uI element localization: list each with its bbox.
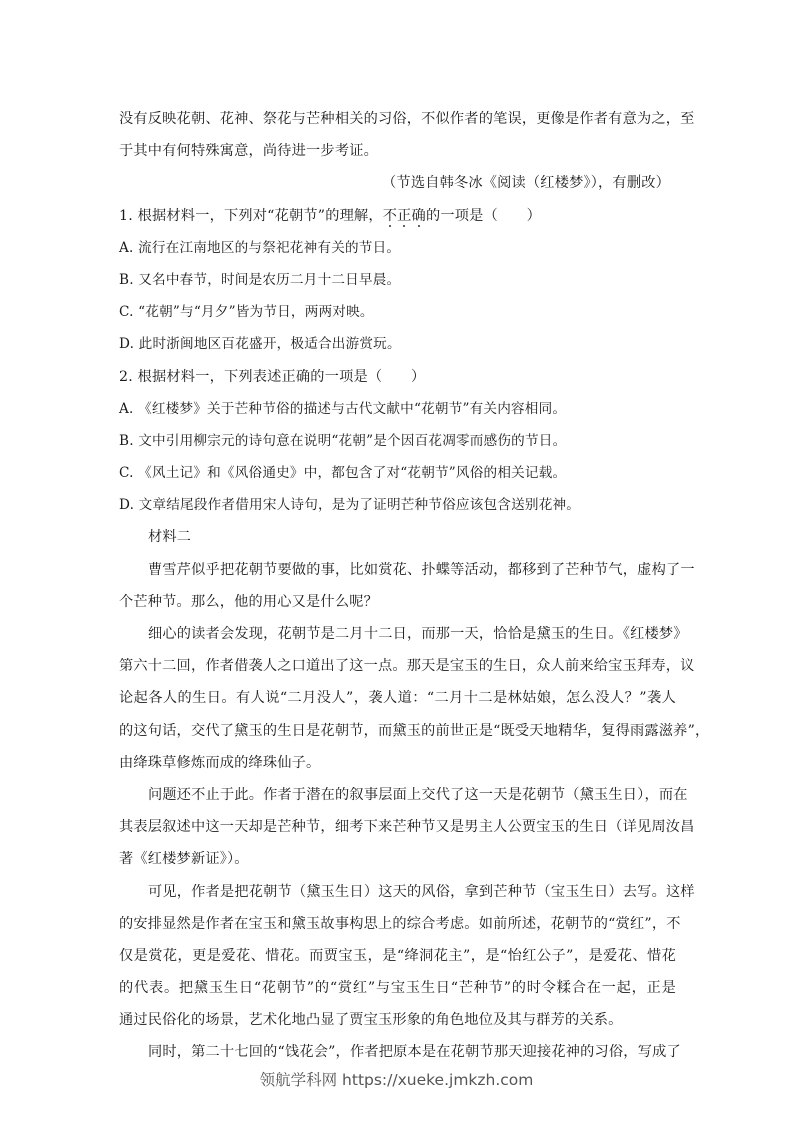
paragraph-line: 著《红楼梦新证》）。 [119, 851, 249, 868]
question-2-option-c [119, 457, 676, 489]
paragraph-line: 的代表。把黛玉生日“花朝节”的“赏红”与宝玉生日“芒种节”的时令糅合在一起，正是 [119, 980, 676, 997]
paragraph-line: 曹雪芹似乎把花朝节要做的事，比如赏花、扑蝶等活动，都移到了芒种节气，虚构了一 [148, 561, 695, 578]
question-2-option-d [119, 489, 676, 521]
option-text: 文章结尾段作者借用宋人诗句，是为了证明芒种节俗应该包含送别花神。 [138, 497, 581, 514]
question-1-stem [119, 200, 676, 232]
option-label: C. [119, 465, 134, 482]
question-2-option-a [119, 393, 676, 425]
paragraph-line: 第六十二回，作者借袭人之口道出了这一点。那天是宝玉的生日，众人前来给宝玉拜寿，议 [119, 658, 695, 675]
paragraph-line: 没有反映花朝、花神、祭花与芒种相关的习俗，不似作者的笔误，更像是作者有意为之，至 [119, 111, 695, 127]
paragraph-line: 的安排显然是作者在宝玉和黛玉故事构思上的综合考虑。如前所述，花朝节的“赏红”，不 [119, 915, 681, 932]
paragraph-line: 其表层叙述中这一天却是芒种节，细考下来芒种节又是男主人公贾宝玉的生日（详见周汝昌 [119, 819, 695, 836]
option-text: 《风土记》和《风俗通史》中，都包含了对“花朝节”风俗的相关记载。 [138, 465, 567, 482]
paragraph-line: 通过民俗化的场景，艺术化地凸显了贾宝玉形象的角色地位及其与群芳的关系。 [119, 1012, 623, 1029]
question-1-option-c [119, 296, 676, 328]
paragraph-line: 论起各人的生日。有人说“二月没人”，袭人道：“二月十二是林姑娘，怎么没人？”袭人 [119, 690, 676, 707]
option-label: C. [119, 304, 134, 321]
question-stem-text: 根据材料一，下列表述正确的一项是（ ） [137, 368, 426, 385]
source-citation: （节选自韩冬冰《阅读（红楼梦》），有删改） [382, 175, 670, 192]
document-page [119, 103, 710, 1069]
question-number: 1. [119, 207, 133, 224]
emphasis-char: 不 [382, 207, 398, 224]
option-label: B. [119, 271, 134, 288]
option-label: A. [119, 239, 134, 256]
question-1-option-d [119, 328, 676, 360]
option-text: 文中引用柳宗元的诗句意在说明“花朝”是个因百花凋零而感伤的节日。 [138, 432, 567, 449]
section-heading: 材料二 [148, 529, 192, 546]
paragraph-line: 同时，第二十七回的“饯花会”，作者把原本是在花朝节那天迎接花神的习俗，写成了 [148, 1044, 681, 1061]
option-text: 又名中春节，时间是农历二月十二日早晨。 [138, 271, 401, 288]
question-2-option-b [119, 425, 676, 457]
question-1-option-a [119, 232, 676, 264]
paragraph-line: 个芒种节。那么，他的用心又是什么呢？ [119, 593, 378, 610]
paragraph-line: 仅是赏花，更是爱花、惜花。而贾宝玉，是“绛洞花主”，是“怡红公子”，是爱花、惜花 [119, 947, 676, 964]
paragraph-line: 可见，作者是把花朝节（黛玉生日）这天的风俗，拿到芒种节（宝玉生日）去写。这样 [148, 883, 695, 900]
paragraph-line: 由绛珠草修炼而成的绛珠仙子。 [119, 754, 321, 771]
option-text: 流行在江南地区的与祭祀花神有关的节日。 [138, 239, 401, 256]
option-label: D. [119, 497, 135, 514]
paragraph-line: 于其中有何特殊寓意，尚待进一步考证。 [119, 143, 378, 160]
question-stem-text: 根据材料一，下列对“花朝节”的理解， [137, 207, 383, 224]
paragraph-line: 问题还不止于此。作者于潜在的叙事层面上交代了这一天是花朝节（黛玉生日），而在 [148, 786, 688, 803]
question-number: 2. [119, 368, 133, 385]
option-label: A. [119, 400, 134, 417]
footer-watermark: 领航学科网 https://xueke.jmkzh.com [259, 1071, 534, 1089]
option-text: 此时浙闽地区百花盛开，极适合出游赏玩。 [138, 336, 401, 353]
paragraph-line: 的这句话，交代了黛玉的生日是花朝节，而黛玉的前世正是“既受天地精华，复得雨露滋养”， [119, 722, 710, 739]
option-text: “花朝”与“月夕”皆为节日，两两对映。 [138, 304, 374, 321]
option-label: D. [119, 336, 135, 353]
question-1-option-b [119, 264, 676, 296]
paragraph-line: 细心的读者会发现，花朝节是二月十二日，而那一天，恰恰是黛玉的生日。《红楼梦》 [148, 626, 688, 642]
option-text: 《红楼梦》关于芒种节俗的描述与古代文献中“花朝节”有关内容相同。 [138, 400, 567, 417]
question-stem-text: 的一项是（ ） [425, 207, 542, 224]
question-2-stem [119, 361, 676, 393]
emphasis-char: 确 [411, 207, 426, 224]
option-label: B. [119, 432, 134, 449]
emphasis-char: 正 [397, 207, 412, 224]
